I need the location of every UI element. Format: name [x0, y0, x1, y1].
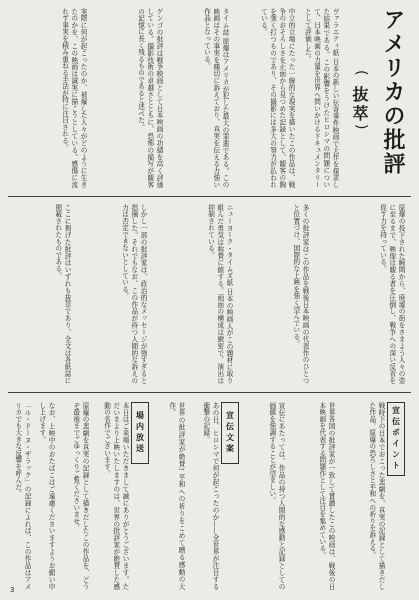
body-column-5: ニューヨーク・タイムズ紙 日本の映画人がこの題材に取り組んだ勇気は称賛に値する。画面の構成は緻密で、演出は抑制されている。 — [206, 204, 233, 384]
senden-point-text-a: 戦時下の日本でおこった悲劇を、真実の記録として描きだした作品。原爆の恐ろしさと平和への祈りを訴える。 — [367, 402, 385, 590]
page-number: 3 — [10, 586, 15, 594]
box-label-senden-bunan: 宣伝文案 — [221, 402, 239, 464]
title-paren-open: ( — [353, 70, 369, 76]
intro-column-b: 中立的立場にたった一線的な現実を描いたこの作品は、戦争のおそろしさを正面から見つめた記録として、観客の胸を強く打つものであり、その撮影には多大の努力が払われている。 — [259, 8, 295, 188]
title-paren-close: ) — [353, 124, 369, 130]
body-column-2: 実際に何が起こったのか、被爆した人々がどのように生きたのかを、この映画は誠実に描こうとしている。感傷に流れず事実を積み重ねる手法が特に注目される。 — [60, 8, 87, 188]
box-label-jonai-hoso: 場内放送 — [131, 402, 149, 464]
senden-bunan-text-b: 世界の批評家が絶賛! 平和への祈りをこめて贈る感動の大作。 — [167, 402, 185, 590]
article-subtitle: 抜萃 — [350, 86, 369, 124]
horizontal-rule-1 — [8, 196, 411, 197]
box-label-senden-point: 宣伝ポイント — [387, 402, 405, 476]
senden-bunan-text-a: あの日、ヒロシマで何が起こったのか――全世界が注目する衝撃の記録。 — [201, 402, 219, 590]
jonai-hoso-text-b: 原爆の悲劇を真実の記録として描きだしたこの作品を、どうぞ最後までごゆっくりご覧くださいませ。 — [71, 402, 89, 590]
jonai-hoso-text-c: なお、上映中のおたばこはご遠慮くださいますようお願い申し上げます。 — [37, 402, 55, 590]
jonai-hoso-text-a: 本日はご来場いただきまして誠にありがとうございます。ただいまより上映いたしますのは、世界の批評家が絶賛した感動の名作でございます。 — [102, 402, 129, 590]
body-column-3: 原爆の投下された瞬間から、廃墟の街をさまよう人々の姿に至るまで、映像は観る者を圧倒し、戦争への深い反省を促す力を持っている。 — [378, 204, 405, 384]
body-column-4: 多くの批評家はこの作品を戦後日本映画の代表作のひとつと位置づけ、国際的な上映を強く望んでいる。 — [291, 204, 309, 384]
senden-point-text-c: 宣伝にあたっては、作品の持つ人間的な感動と記録としての価値を強調することが望ましい。 — [267, 402, 285, 590]
intro-column-c: タイム誌 原爆はアメリカが犯した最大の罪悪である。この映画はその事実を痛切に訴えており、真実を伝える力強い作品となっている。 — [202, 8, 229, 188]
body-column-7: ここに掲げた批評はいずれも抜萃であり、全文は各紙誌に掲載されたものである。 — [53, 204, 71, 384]
body-column-6: しかし一部の批評家は、政治的なメッセージが強すぎると指摘した。それでもなお、この作品が持つ人間的な訴えの力は否定できないとしている。 — [120, 204, 147, 384]
horizontal-rule-2 — [8, 392, 411, 393]
intro-column-a: ヴァラエティ紙 日本の新しい伝奇事件映画で大作を探求した結果である。この影響をうけたヒロシマの問題について、日本映画の力量を世界へ問いかけるドキュメンタリーとして評価した。 — [303, 8, 339, 188]
jonai-hoso-text-d: 「ル・ドーヌ・ザラック」の記録によれば、この作品はアメリカでも大きな反響を呼んだ。 — [13, 402, 31, 590]
senden-point-text-b: 世界各国の批評家が一致して賞讃したこの映画は、戦後の日本映画を代表する問題作として注目を集めている。 — [317, 402, 335, 590]
article-title: アメリカの批評 — [380, 8, 405, 176]
body-column-1: ゲンゴの批評は戦争映画として日本映画の功績を高く評価している。撮影技術の卓越さとともに、恐怖の描写が観客の記憶に長く残るものであると述べた。 — [136, 8, 163, 188]
